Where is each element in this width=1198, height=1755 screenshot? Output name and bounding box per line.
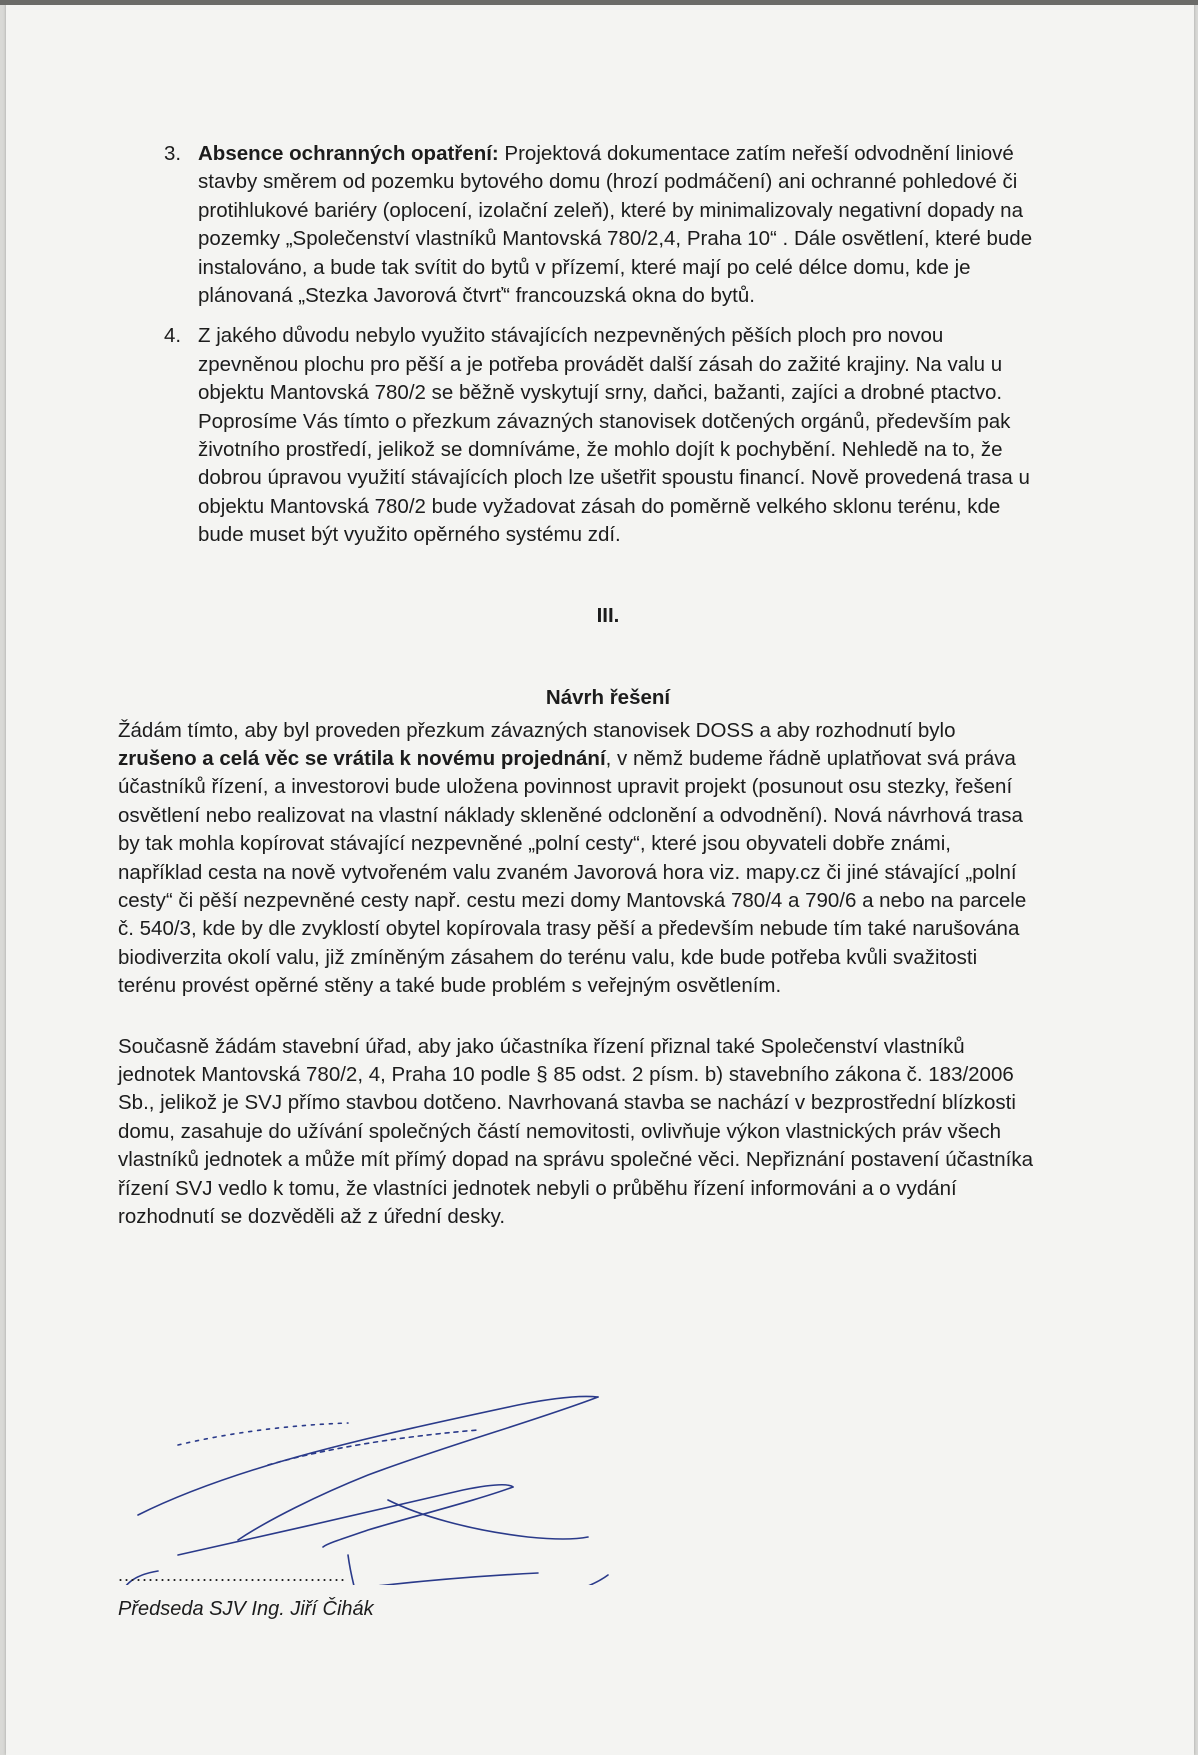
signature-block bbox=[118, 1325, 718, 1620]
proposal-emphasis: zrušeno a celá věc se vrátila k novému projednání bbox=[118, 746, 606, 770]
list-item bbox=[118, 322, 1038, 549]
proposal-text-start: Žádám tímto, aby byl proveden přezkum závazných stanovisek DOSS a aby rozhodnutí bylo bbox=[118, 718, 956, 742]
request-paragraph: Současně žádám stavební úřad, aby jako účastníka řízení přiznal také Společenství vlastníků jednotek Mantovská 780/2, 4, Praha 10 podle § 85 odst. 2 písm. b) stavebního zákona č. 183/2006 Sb., jelikož je SVJ přímo stavbou dotčeno. Navrhovaná stavba se nachází v bezprostřední blízkosti domu, zasahuje do užívání společných částí nemovitosti, ovlivňuje výkon vlastnických práv všech vlastníků jednotek a může mít přímý dopad na správu společné věci. Nepřiznání postavení účastníka řízení SVJ vedlo k tomu, že vlastníci jednotek nebyli o průběhu řízení informováni a o vydání rozhodnutí se dozvěděli až z úřední desky. bbox=[118, 1034, 1034, 1228]
proposal-paragraph bbox=[118, 717, 1038, 1001]
list-item-text: Z jakého důvodu nebylo využito stávajících nezpevněných pěších ploch pro novou zpevněnou plochu pro pěší a je potřeba provádět další zásah do zažité krajiny. Na valu u objektu Mantovská 780/2 se běžně vyskytují srny, daňci, bažanti, zajíci a drobné ptactvo. Poprosíme Vás tímto o přezkum závazných stanovisek dotčených orgánů, především pak životního prostředí, jelikož se domníváme, že mohlo dojít k pochybění. Nehledě na to, že dobrou úpravou využití stávajících ploch lze ušetřit spoustu financí. Nově provedená trasa u objektu Mantovská 780/2 bude vyžadovat zásah do poměrně velkého sklonu terénu, kde bude muset být využito opěrného systému zdí. bbox=[198, 324, 1030, 547]
signature-line: ...................................... bbox=[118, 1565, 347, 1585]
section-title: Návrh řešení bbox=[545, 686, 671, 710]
list-item-lead: Absence ochranných opatření: bbox=[198, 142, 499, 165]
document-body bbox=[118, 140, 1038, 1620]
list-item bbox=[118, 140, 1038, 310]
scan-top-edge bbox=[0, 0, 1198, 5]
proposal-text-end: , v němž budeme řádně uplatňovat svá práva účastníků řízení, a investorovi bude uložena povinnost upravit projekt (posunout osu stezky, řešení osvětlení nebo realizovat na vlastní náklady skleněné odclonění a odvodnění). Nová návrhová trasa by tak mohla kopírovat stávající nezpevněné „polní cesty“, které jsou obyvateli dobře známi, například cesta na nově vytvořeném valu zvaném Javorová hora viz. mapy.cz či jiné stávající „polní cesty“ či pěší nezpevněné cesty např. cestu mezi domy Mantovská 780/4 a 790/6 a nebo na parcele č. 540/3, kde by dle zvyklostí obytel kopírovala trasy pěší a především nebude tím také narušována biodiverzita okolí valu, již zmíněným zásahem do terénu valu, kde bude potřeba kvůli svažitosti terénu provést opěrné stěny a také bude problém s veřejným osvětlením. bbox=[118, 746, 1027, 998]
list-item-text: Projektová dokumentace zatím neřeší odvodnění liniové stavby směrem od pozemku bytového domu (hrozí podmáčení) ani ochranné pohledové či protihlukové bariéry (oplocení, izolační zeleň), které by minimalizovaly negativní dopady na pozemky „Společenství vlastníků Mantovská 780/2,4, Praha 10“ . Dále osvětlení, které bude instalováno, a bude tak svítit do bytů v přízemí, které mají po celé délce domu, kde je plánovaná „Stezka Javorová čtvrť“ francouzská okna do bytů. bbox=[198, 142, 1033, 308]
numbered-list bbox=[118, 140, 1038, 550]
list-item-number: 3. bbox=[164, 142, 182, 165]
section-number: III. bbox=[596, 603, 620, 627]
handwritten-signature bbox=[118, 1325, 718, 1585]
list-item-number: 4. bbox=[164, 324, 182, 348]
signature-caption: Předseda SJV Ing. Jiří Čihák bbox=[118, 1598, 374, 1620]
